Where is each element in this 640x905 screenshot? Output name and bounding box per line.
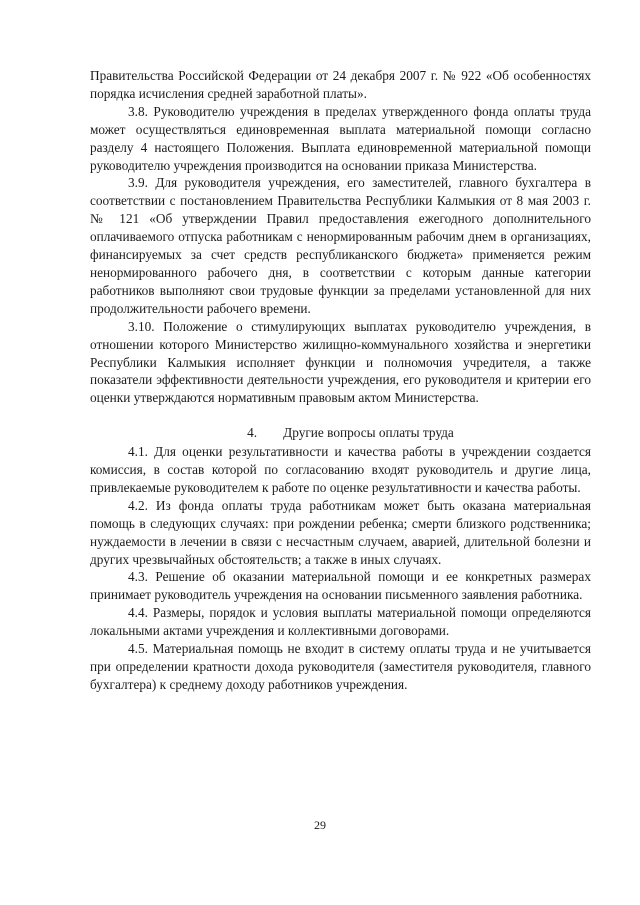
section-heading [90,424,591,442]
paragraph-4-5: 4.5. Материальная помощь не входит в систему оплаты труда и не учитывается при определении кратности дохода руководителя (заместителя руководителя, главного бухгалтера) к среднему доходу работников учреждения. [90,641,591,692]
paragraph-4-2: 4.2. Из фонда оплаты труда работникам может быть оказана материальная помощь в следующих случаях: при рождении ребенка; смерти близкого родственника; нуждаемости в лечении в связи с несчастным случаем, аварией, длительной болезни и других чрезвычайных обстоятельств; а также в иных случаях. [90,497,591,567]
paragraph-4-4: 4.4. Размеры, порядок и условия выплаты материальной помощи определяются локальными актами учреждения и коллективными договорами. [90,605,591,639]
paragraph-3-10: 3.10. Положение о стимулирующих выплатах руководителю учреждения, в отношении которого Министерство жилищно-коммунального хозяйства и энергетики Республики Калмыкия исполняет функции и полномочия учредителя, а также показатели эффективности деятельности учреждения, его руководителя и критерии его оценки утверждаются нормативным правовым актом Министерства. [90,318,591,406]
section-number: 4. [247,425,258,441]
page-number: 29 [314,818,326,832]
paragraph-4-1: 4.1. Для оценки результативности и качества работы в учреждении создается комиссия, в состав которой по согласованию входят руководитель и другие лица, привлекаемые руководителем к работе по оценке результативности и качества работы. [90,444,591,495]
paragraph-3-9: 3.9. Для руководителя учреждения, его заместителей, главного бухгалтера в соответствии с постановлением Правительства Республики Калмыкия от 8 мая 2003 г. № 121 «Об утверждении Правил предоставления ежегодного дополнительного оплачиваемого отпуска работникам с ненормированным рабочим днем в организациях, финансируемых за счет средств республиканского бюджета» применяется режим ненормированного рабочего дня, в соответствии с которым данные категории работников выполняют свои трудовые функции за пределами установленной для них продолжительности рабочего времени. [90,175,591,316]
paragraph-3-8: 3.8. Руководителю учреждения в пределах утвержденного фонда оплаты труда может осуществляться единовременная выплата материальной помощи согласно разделу 4 настоящего Положения. Выплата единовременной материальной помощи руководителю учреждения производится на основании приказа Министерства. [90,103,591,173]
document-body [90,67,591,694]
paragraph-continuation: Правительства Российской Федерации от 24 декабря 2007 г. № 922 «Об особенностях порядка исчисления средней заработной платы». [90,68,591,101]
section-title: Другие вопросы оплаты труда [283,425,454,441]
paragraph-4-3: 4.3. Решение об оказании материальной помощи и ее конкретных размерах принимает руководитель учреждения на основании письменного заявления работника. [90,569,591,603]
